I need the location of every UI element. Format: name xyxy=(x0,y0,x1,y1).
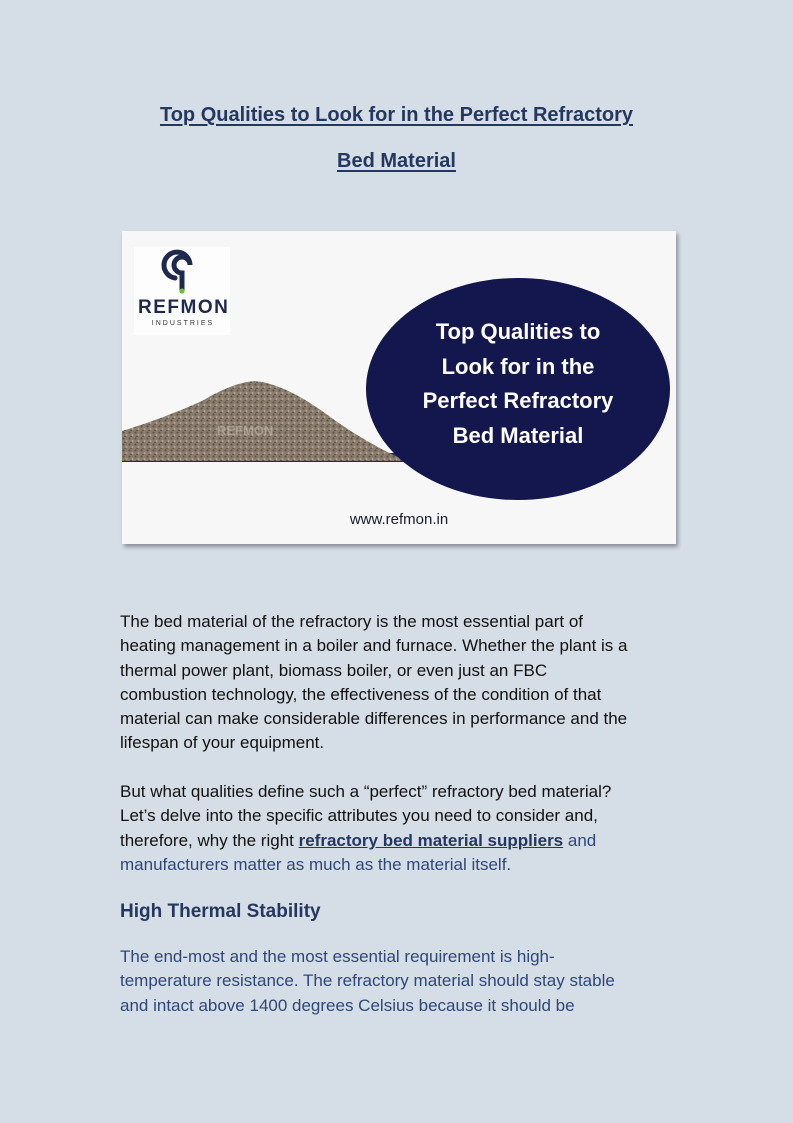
text-line: material can make considerable differences in performance and the xyxy=(120,709,628,729)
text-line: Let’s delve into the specific attributes you need to consider and, xyxy=(120,806,598,826)
refmon-logo xyxy=(134,247,230,335)
text-line: The end-most and the most essential requirement is high- xyxy=(120,947,555,966)
text-line: combustion technology, the effectiveness of the condition of that xyxy=(120,684,602,704)
suppliers-link[interactable]: refractory bed material suppliers xyxy=(298,830,564,850)
page-title xyxy=(100,92,693,184)
section-paragraph xyxy=(120,945,680,1018)
ellipse-title xyxy=(366,315,670,453)
text-fragment: and xyxy=(563,830,597,850)
text-line: thermal power plant, biomass boiler, or even just an FBC xyxy=(120,660,548,680)
intro-paragraph xyxy=(120,610,680,756)
text-line: The bed material of the refractory is the most essential part of xyxy=(120,612,583,631)
logo-name: REFMON xyxy=(138,297,230,318)
title-line-1: Top Qualities to Look for in the Perfect Refractory xyxy=(159,104,634,126)
text-line: and intact above 1400 degrees Celsius because it should be xyxy=(120,995,575,1015)
text-line: manufacturers matter as much as the material itself. xyxy=(120,854,512,874)
text-line: But what qualities define such a “perfect” refractory bed material? xyxy=(120,782,612,801)
banner-image xyxy=(122,231,676,544)
pile-watermark: REFMON xyxy=(217,423,274,438)
ellipse-line: Perfect Refractory xyxy=(422,388,614,413)
text-line: therefore, why the right xyxy=(120,830,299,850)
ellipse-line: Look for in the xyxy=(441,353,595,379)
logo-subtitle: INDUSTRIES xyxy=(151,320,215,327)
title-line-2: Bed Material xyxy=(337,150,456,172)
ellipse-line: Bed Material xyxy=(452,422,584,448)
qualities-paragraph xyxy=(120,780,680,877)
text-line: heating management in a boiler and furnace. Whether the plant is a xyxy=(120,636,628,656)
section-heading: High Thermal Stability xyxy=(120,901,321,922)
text-line: temperature resistance. The refractory material should stay stable xyxy=(120,971,615,991)
ellipse-line: Top Qualities to xyxy=(435,319,601,344)
banner-url: www.refmon.in xyxy=(349,511,449,528)
text-line: lifespan of your equipment. xyxy=(120,733,325,753)
logo-swirl-icon xyxy=(134,247,230,297)
